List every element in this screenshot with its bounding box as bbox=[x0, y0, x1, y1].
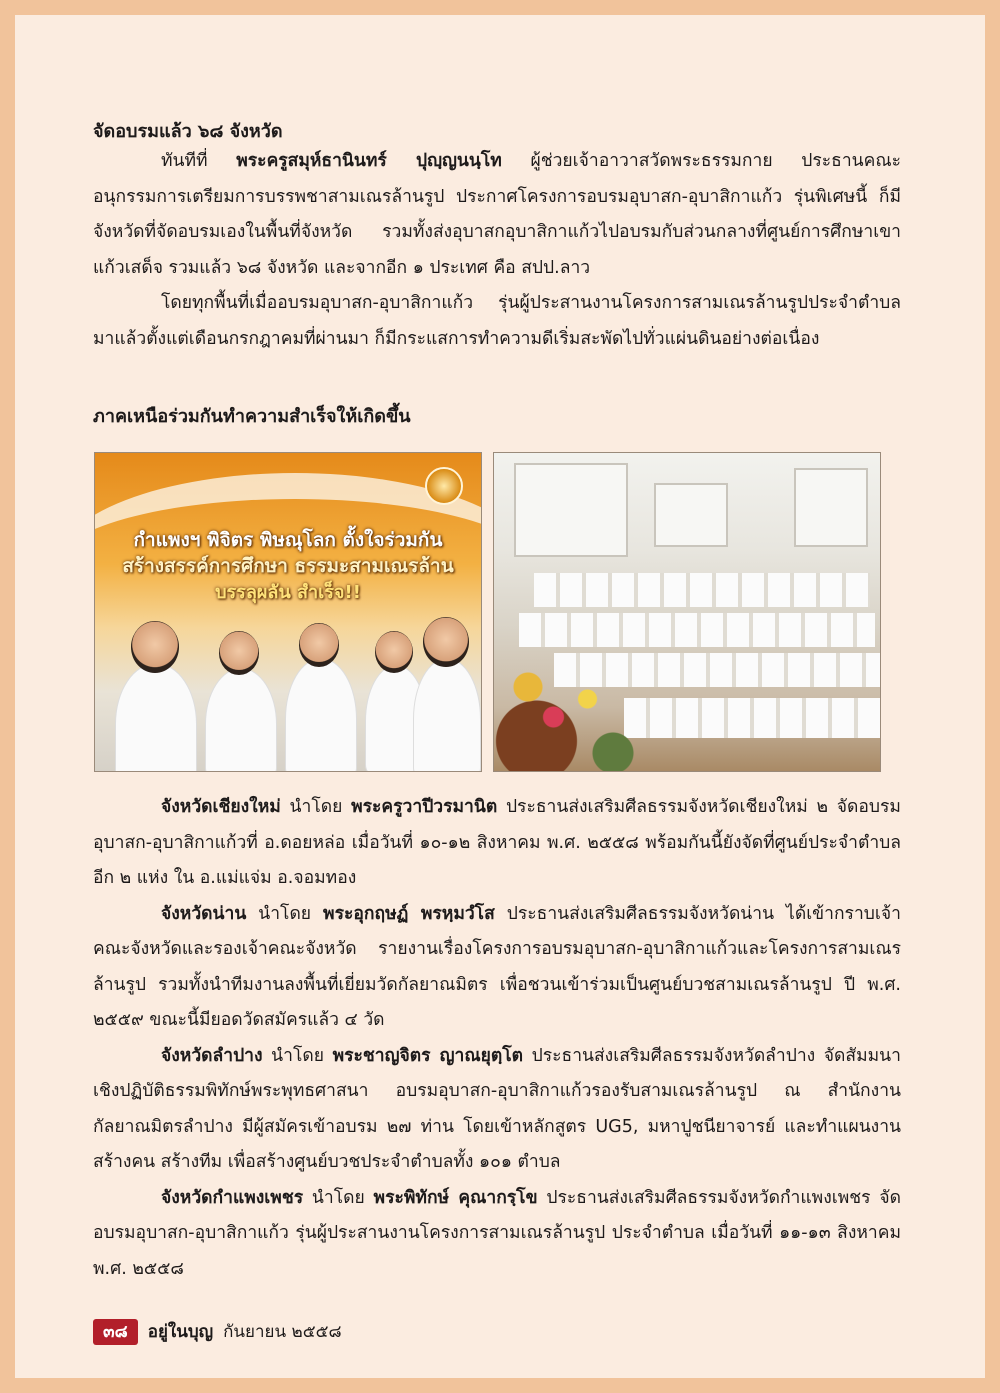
person-head bbox=[219, 631, 259, 675]
led-by-label: นำโดย bbox=[289, 797, 343, 817]
banner-line-3: บรรลุผลัน สำเร็จ!! bbox=[215, 582, 361, 603]
person-head bbox=[299, 623, 339, 667]
province-body: ประธานส่งเสริมศีลธรรมจังหวัดลำปาง จัดสัมมนาเชิงปฏิบัติธรรมพิทักษ์พระพุทธศาสนา อบรมอุบาสก-อุบาสิกาแก้วรองรับสามเณรล้านรูป ณ สำนักงานกัลยาณมิตรลำปาง มีผู้สมัครเข้าอบรม ๒๗ ท่าน โดยเข้าหลักสูตร UG5, มหาปูชนียาจารย์ และทำแผนงานสร้างคน สร้างทีม เพื่อสร้างศูนย์บวชประจำตำบลทั้ง ๑๐๑ ตำบล bbox=[93, 1045, 901, 1172]
province-body: ประธานส่งเสริมศีลธรรมจังหวัดน่าน ได้เข้ากราบเจ้าคณะจังหวัดและรองเจ้าคณะจังหวัด รายงานเรื่องโครงการอบรมอุบาสก-อุบาสิกาแก้วและโครงการสามเณรล้านรูป รวมทั้งนำทีมงานลงพื้นที่เยี่ยมวัดกัลยาณมิตร เพื่อชวนเข้าร่วมเป็นศูนย์บวชสามเณรล้านรูป ปี พ.ศ. ๒๕๕๙ ขณะนี้มียอดวัดสมัครแล้ว ๔ วัด bbox=[93, 903, 901, 1030]
led-by-label: นำโดย bbox=[258, 903, 312, 924]
person-figure bbox=[205, 668, 277, 772]
province-name: จังหวัดลำปาง bbox=[161, 1045, 263, 1066]
altar-flowers bbox=[494, 651, 664, 771]
section-heading-north: ภาคเหนือร่วมกันทำความสำเร็จให้เกิดขึ้น bbox=[93, 406, 411, 427]
page-footer bbox=[93, 1319, 342, 1345]
person-figure bbox=[413, 658, 481, 772]
person-figure bbox=[285, 658, 357, 772]
person-head bbox=[423, 617, 469, 667]
banner-line-1: กำแพงฯ พิจิตร พิษณุโลก ตั้งใจร่วมกัน bbox=[133, 529, 443, 551]
photo-event-banner-group bbox=[94, 452, 482, 772]
hall-window bbox=[794, 468, 868, 547]
intro-paragraph-2: โดยทุกพื้นที่เมื่ออบรมอุบาสก-อุบาสิกาแก้ว รุ่นผู้ประสานงานโครงการสามเณรล้านรูปประจำตำบล มาแล้วตั้งแต่เดือนกรกฎาคมที่ผ่านมา ก็มีกระแสการทำความดีเริ่มสะพัดไปทั่วแผ่นดินอย่างต่อเนื่อง bbox=[93, 293, 901, 349]
project-logo-icon bbox=[425, 467, 463, 505]
person-head bbox=[131, 621, 179, 673]
p1-body: ผู้ช่วยเจ้าอาวาสวัดพระธรรมกาย ประธานคณะอนุกรรมการเตรียมการบรรพชาสามเณรล้านรูป ประกาศโครงการอบรมอุบาสก-อุบาสิกาแก้ว รุ่นพิเศษนี้ ก็มีจังหวัดที่จัดอบรมเองในพื้นที่จังหวัด รวมทั้งส่งอุบาสกอุบาสิกาแก้วไปอบรมกับส่วนกลางที่ศูนย์การศึกษาเขาแก้วเสด็จ รวมแล้ว ๖๘ จังหวัด และจากอีก ๑ ประเทศ คือ สปป.ลาว bbox=[93, 151, 901, 278]
magazine-page bbox=[15, 15, 985, 1378]
province-paragraph-nan bbox=[93, 897, 901, 1039]
section-heading-trained-68-provinces: จัดอบรมแล้ว ๖๘ จังหวัด bbox=[93, 121, 283, 142]
led-by-label: นำโดย bbox=[271, 1045, 324, 1066]
province-name: จังหวัดกำแพงเพชร bbox=[161, 1187, 304, 1208]
monk-name: พระครูวาปีวรมานิต bbox=[351, 797, 498, 817]
person-head bbox=[375, 631, 413, 673]
issue-date: กันยายน ๒๕๕๘ bbox=[223, 1322, 342, 1342]
intro-text-block bbox=[93, 144, 901, 357]
person-figure bbox=[115, 663, 197, 772]
p1-monk-name: พระครูสมุห์ธานินทร์ ปุญฺญนนฺโท bbox=[236, 151, 502, 171]
seated-row bbox=[534, 573, 870, 607]
province-body: ประธานส่งเสริมศีลธรรมจังหวัดกำแพงเพชร จัดอบรมอุบาสก-อุบาสิกาแก้ว รุ่นผู้ประสานงานโครงการสามเณรล้านรูป ประจำตำบล เมื่อวันที่ ๑๑-๑๓ สิงหาคม พ.ศ. ๒๕๕๘ bbox=[93, 1187, 901, 1279]
province-paragraph-lampang bbox=[93, 1039, 901, 1181]
magazine-title: อยู่ในบุญ bbox=[147, 1322, 214, 1342]
seated-row bbox=[519, 613, 875, 647]
monk-name: พระชาญจิตร ญาณยุตฺโต bbox=[332, 1045, 524, 1066]
led-by-label: นำโดย bbox=[311, 1187, 365, 1208]
province-name: จังหวัดน่าน bbox=[161, 903, 247, 924]
province-body: ประธานส่งเสริมศีลธรรมจังหวัดเชียงใหม่ ๒ จัดอบรมอุบาสก-อุบาสิกาแก้วที่ อ.ดอยหล่อ เมื่อวันที่ ๑๐-๑๒ สิงหาคม พ.ศ. ๒๕๕๘ พร้อมกันนี้ยังจัดที่ศูนย์ประจำตำบลอีก ๒ แห่ง ใน อ.แม่แจ่ม อ.จอมทอง bbox=[93, 797, 901, 888]
intro-paragraph-1 bbox=[93, 144, 901, 286]
page-number-badge: ๓๘ bbox=[93, 1319, 138, 1345]
province-paragraph-chiangmai bbox=[93, 790, 901, 897]
province-paragraph-kamphaengphet bbox=[93, 1181, 901, 1288]
p1-lead: ทันทีที่ bbox=[161, 151, 208, 171]
monk-name: พระพิทักษ์ คุณากรฺโข bbox=[373, 1187, 538, 1208]
banner-line-2: สร้างสรรค์การศึกษา ธรรมะสามเณรล้าน bbox=[122, 555, 454, 577]
monk-name: พระอุกฤษฏ์ พรหฺมวํโส bbox=[323, 903, 495, 924]
province-name: จังหวัดเชียงใหม่ bbox=[161, 797, 281, 817]
hall-window bbox=[654, 483, 728, 547]
hall-window bbox=[514, 463, 628, 557]
provinces-text-block bbox=[93, 790, 901, 1287]
photo-training-hall bbox=[493, 452, 881, 772]
